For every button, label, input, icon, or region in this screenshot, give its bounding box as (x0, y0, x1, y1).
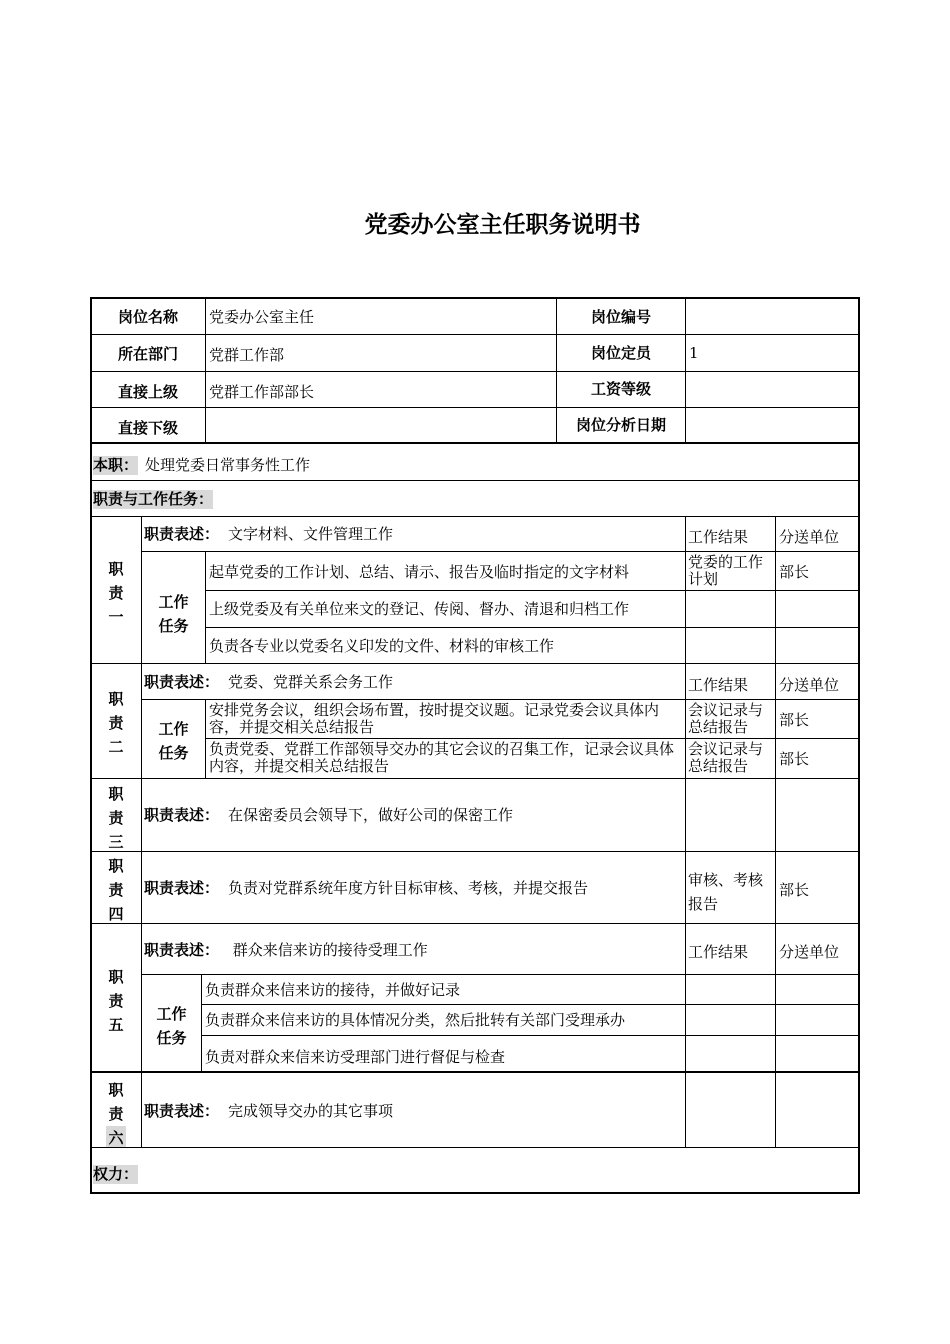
duty-5-task-1 (201, 974, 686, 1005)
duty-5-task-2-text: 负责群众来信来访的具体情况分类，然后批转有关部门受理承办 (205, 1011, 626, 1029)
duty-6-desc-label: 职责表述： (144, 1102, 220, 1120)
position-no-label-cell (556, 297, 686, 335)
duty-2-task-2 (205, 738, 686, 779)
duty-3-desc: 在保密委员会领导下，做好公司的保密工作 (228, 806, 514, 824)
duty-1-result-head: 工作结果 (688, 528, 749, 546)
duty-5-task-3-result (685, 1035, 776, 1073)
duty-3-label: 职 责 三 (108, 785, 124, 851)
page-title: 党委办公室主任职务说明书 (364, 212, 641, 238)
duty-1-task-3-text: 负责各专业以党委名义印发的文件、材料的审核工作 (209, 637, 555, 655)
duty-5-task-1-text: 负责群众来信来访的接待，并做好记录 (205, 981, 461, 999)
duty-5-task-3 (201, 1035, 686, 1073)
duty-2-task-1-result-text: 会议记录与总结报告 (688, 701, 764, 736)
department-value: 党群工作部 (209, 346, 285, 364)
duty-1-task-2-result (685, 590, 776, 628)
duty-4-unit-cell (775, 851, 860, 924)
duty-2-task-2-unit-text: 部长 (779, 750, 810, 768)
duty-4-desc-label: 职责表述： (144, 879, 220, 897)
duty-3-unit (775, 778, 860, 852)
duty-5-task-1-unit (775, 974, 860, 1005)
duty-1-task-1-text: 起草党委的工作计划、总结、请示、报告及临时指定的文字材料 (209, 563, 630, 581)
duty-2-task-label: 工作 任务 (158, 720, 189, 762)
duty-6-result (685, 1072, 776, 1148)
superior-value: 党群工作部部长 (209, 383, 315, 401)
duty-5-label: 职 责 五 (108, 968, 124, 1034)
header-bottom-rule (90, 442, 860, 444)
duty-4-result: 审核、考核报告 (688, 871, 764, 913)
duty-1-task-1-unit (775, 551, 860, 591)
department-label-cell (90, 334, 206, 372)
position-name-label-cell (90, 297, 206, 335)
position-name-value: 党委办公室主任 (209, 308, 315, 326)
duty-5-task-2 (201, 1004, 686, 1036)
duty-1-task-1-result (685, 551, 776, 591)
duty-1-label-cell (90, 516, 142, 664)
quota-label-cell (556, 334, 686, 372)
department-label: 所在部门 (117, 345, 178, 363)
duty-6-desc: 完成领导交办的其它事项 (228, 1102, 394, 1120)
salary-cell (685, 371, 860, 408)
duty-2-task-1 (205, 699, 686, 739)
duty-4-desc: 负责对党群系统年度方针目标审核、考核，并提交报告 (228, 879, 589, 897)
duty-2-task-1-unit (775, 699, 860, 739)
duty-1-unit-head: 分送单位 (779, 528, 840, 546)
duties-heading-row (90, 480, 860, 517)
duty-1-task-2 (205, 590, 686, 628)
duty-2-task-1-unit-text: 部长 (779, 711, 810, 729)
salary-label-cell (556, 371, 686, 408)
duty-1-task-2-text: 上级党委及有关单位来文的登记、传阅、督办、清退和归档工作 (209, 600, 630, 618)
duty-6-label: 职 责 六 (106, 1078, 126, 1148)
duty-2-desc-label: 职责表述： (144, 673, 220, 691)
duty-4-label-cell (90, 851, 142, 924)
duty-3-label-cell (90, 778, 142, 852)
quota-label: 岗位定员 (590, 344, 651, 362)
analysis-date-label: 岗位分析日期 (575, 416, 666, 434)
duty-2-result-head: 工作结果 (688, 676, 749, 694)
duty-1-unit-head-cell (775, 516, 860, 552)
duty-2-desc: 党委、党群关系会务工作 (228, 673, 394, 691)
duty-2-unit-head-cell (775, 663, 860, 700)
duty-2-task-1-result (685, 699, 776, 739)
duty-3-result (685, 778, 776, 852)
duty-6-label-cell (90, 1072, 142, 1148)
duty-6-unit (775, 1072, 860, 1148)
duty-5-desc-cell (141, 923, 686, 975)
position-name-cell (205, 297, 557, 335)
duty-2-task-1-text: 安排党务会议，组织会场布置，按时提交议题。记录党委会议具体内容，并提交相关总结报告 (209, 701, 660, 736)
duty-4-unit: 部长 (779, 881, 810, 899)
core-duty-row (90, 443, 860, 481)
duty-3-desc-label: 职责表述： (144, 806, 220, 824)
superior-label-cell (90, 371, 206, 408)
duty-1-task-label: 工作 任务 (158, 593, 189, 635)
superior-cell (205, 371, 557, 408)
duty-5-task-1-result (685, 974, 776, 1005)
duty-5-desc: 群众来信来访的接待受理工作 (228, 941, 428, 959)
duty-1-task-1 (205, 551, 686, 591)
subordinate-cell (205, 407, 557, 444)
duty-4-desc-cell (141, 851, 686, 924)
superior-label: 直接上级 (117, 383, 178, 401)
analysis-date-label-cell (556, 407, 686, 444)
duty-2-task-label-cell (141, 699, 206, 779)
duty-1-result-head-cell (685, 516, 776, 552)
duty-5-bottom-rule (90, 1071, 860, 1073)
position-no-cell (685, 297, 860, 335)
duty-5-label-cell (90, 923, 142, 1073)
duty-5-task-2-result (685, 1004, 776, 1036)
duty-5-result-head: 工作结果 (688, 943, 749, 961)
duty-2-task-2-result (685, 738, 776, 779)
duty-5-unit-head: 分送单位 (779, 943, 840, 961)
duty-5-unit-head-cell (775, 923, 860, 975)
duty-1-task-3-unit (775, 627, 860, 664)
duty-1-desc-cell (141, 516, 686, 552)
quota-value: 1 (689, 344, 699, 362)
duty-2-task-2-text: 负责党委、党群工作部领导交办的其它会议的召集工作，记录会议具体内容，并提交相关总结报告 (209, 740, 675, 775)
duty-4-label: 职 责 四 (108, 857, 124, 923)
duty-2-task-2-unit (775, 738, 860, 779)
duty-6-desc-cell (141, 1072, 686, 1148)
duty-5-desc-label: 职责表述： (144, 941, 220, 959)
power-label: 权力： (93, 1165, 139, 1183)
duty-5-task-3-unit (775, 1035, 860, 1073)
duty-5-task-label: 工作 任务 (156, 1005, 187, 1047)
department-cell (205, 334, 557, 372)
duty-2-desc-cell (141, 663, 686, 700)
duty-1-desc-label: 职责表述： (144, 525, 220, 543)
duty-1-desc: 文字材料、文件管理工作 (228, 525, 394, 543)
subordinate-label: 直接下级 (117, 419, 178, 437)
duty-5-task-3-text: 负责对群众来信来访受理部门进行督促与检查 (205, 1048, 506, 1066)
salary-label: 工资等级 (590, 380, 651, 398)
duty-1-task-1-result-text: 党委的工作计划 (688, 553, 764, 588)
position-no-label: 岗位编号 (590, 308, 651, 326)
duty-1-label: 职 责 一 (108, 560, 124, 626)
duty-2-unit-head: 分送单位 (779, 676, 840, 694)
duty-2-label: 职 责 二 (108, 690, 124, 756)
duty-2-task-2-result-text: 会议记录与总结报告 (688, 740, 764, 775)
duty-2-result-head-cell (685, 663, 776, 700)
duty-2-label-cell (90, 663, 142, 779)
analysis-date-cell (685, 407, 860, 444)
power-row (90, 1147, 860, 1194)
duty-1-task-label-cell (141, 551, 206, 664)
duty-1-task-2-unit (775, 590, 860, 628)
duty-1-task-1-unit-text: 部长 (779, 563, 810, 581)
subordinate-label-cell (90, 407, 206, 444)
duty-3-desc-cell (141, 778, 686, 852)
core-duty-label: 本职： (93, 456, 139, 474)
quota-cell (685, 334, 860, 372)
core-duty-text: 处理党委日常事务性工作 (145, 456, 311, 474)
duties-heading: 职责与工作任务： (93, 490, 214, 508)
duty-1-task-3-result (685, 627, 776, 664)
duty-5-result-head-cell (685, 923, 776, 975)
position-name-label: 岗位名称 (117, 308, 178, 326)
duty-1-task-3 (205, 627, 686, 664)
duty-5-task-2-unit (775, 1004, 860, 1036)
duty-4-result-cell (685, 851, 776, 924)
duty-5-task-label-cell (141, 974, 202, 1073)
